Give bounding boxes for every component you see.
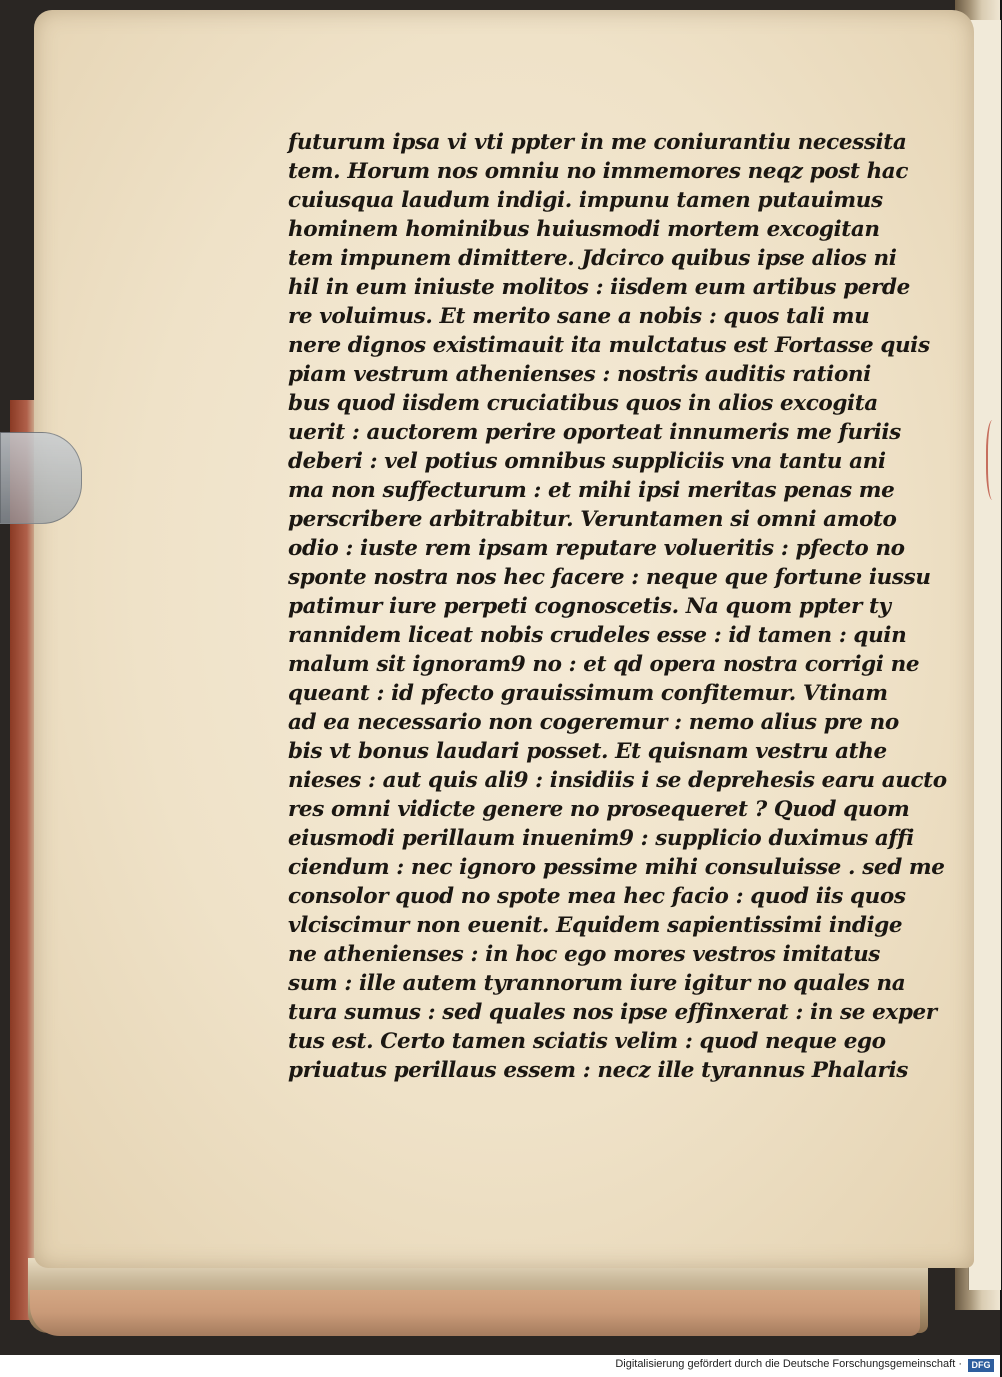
text-line: tus est. Certo tamen sciatis velim : quod neque ego <box>288 1029 886 1054</box>
text-line: vlciscimur non euenit. Equidem sapientissimi indige <box>288 913 903 938</box>
text-line: queant : id pfecto grauissimum confitemur. Vtinam <box>288 681 888 706</box>
text-line: futurum ipsa vi vti ppter in me coniurantiu necessita <box>288 130 907 155</box>
cover-edge <box>30 1290 920 1336</box>
text-line: eiusmodi perillaum inuenim9 : supplicio duximus affi <box>288 826 914 851</box>
text-line: nieses : aut quis ali9 : insidiis i se deprehesis earu aucto <box>288 768 947 793</box>
text-line: re voluimus. Et merito sane a nobis : quos tali mu <box>288 304 870 329</box>
text-line: ma non suffecturum : et mihi ipsi meritas penas me <box>288 478 895 503</box>
text-line: ciendum : nec ignoro pessime mihi consuluisse . sed me <box>288 855 945 880</box>
text-line: hil in eum iniuste molitos : iisdem eum artibus perde <box>288 275 910 300</box>
text-line: sum : ille autem tyrannorum iure igitur no quales na <box>288 971 906 996</box>
text-line: deberi : vel potius omnibus suppliciis vna tantu ani <box>288 449 886 474</box>
text-line: bis vt bonus laudari posset. Et quisnam vestru athe <box>288 739 887 764</box>
text-line: patimur iure perpeti cognoscetis. Na quom ppter ty <box>288 594 891 619</box>
text-line: rannidem liceat nobis crudeles esse : id tamen : quin <box>288 623 907 648</box>
rubrication-mark <box>986 420 1002 500</box>
dfg-logo: DFG <box>968 1359 994 1372</box>
printed-text-block <box>288 128 947 1085</box>
text-line: tem impunem dimittere. Jdcirco quibus ipse alios ni <box>288 246 897 271</box>
text-line: piam vestrum athenienses : nostris auditis rationi <box>288 362 871 387</box>
text-line: tura sumus : sed quales nos ipse effinxerat : in se exper <box>288 1000 937 1025</box>
footer-bar <box>0 1355 1000 1377</box>
text-line: hominem hominibus huiusmodi mortem excogitan <box>288 217 880 242</box>
text-line: ad ea necessario non cogeremur : nemo alius pre no <box>288 710 899 735</box>
text-line: perscribere arbitrabitur. Veruntamen si omni amoto <box>288 507 897 532</box>
text-line: uerit : auctorem perire oporteat innumeris me furiis <box>288 420 901 445</box>
text-line: ne athenienses : in hoc ego mores vestros imitatus <box>288 942 881 967</box>
text-line: res omni vidicte genere no prosequeret ? Quod quom <box>288 797 910 822</box>
footer-credit: Digitalisierung gefördert durch die Deutsche Forschungsgemeinschaft · <box>615 1358 962 1370</box>
text-line: malum sit ignoram9 no : et qd opera nostra corrigi ne <box>288 652 920 677</box>
text-line: odio : iuste rem ipsam reputare volueritis : pfecto no <box>288 536 905 561</box>
text-line: sponte nostra nos hec facere : neque que fortune iussu <box>288 565 931 590</box>
text-line: consolor quod no spote mea hec facio : quod iis quos <box>288 884 906 909</box>
text-line: cuiusqua laudum indigi. impunu tamen putauimus <box>288 188 883 213</box>
text-line: priuatus perillaus essem : necz ille tyrannus Phalaris <box>288 1058 908 1083</box>
page-clip <box>0 432 82 524</box>
text-line: bus quod iisdem cruciatibus quos in alios excogita <box>288 391 878 416</box>
text-line: tem. Horum nos omniu no immemores neqz post hac <box>288 159 909 184</box>
text-line: nere dignos existimauit ita mulctatus est Fortasse quis <box>288 333 930 358</box>
